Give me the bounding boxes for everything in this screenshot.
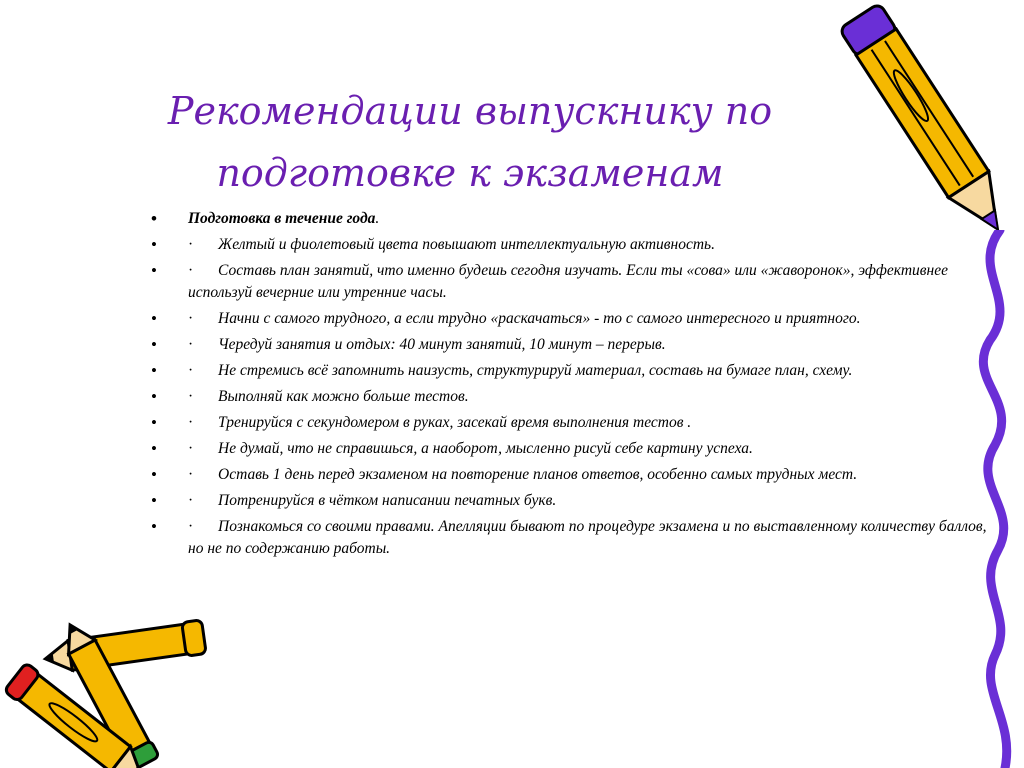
list-item-text: Выполняй как можно больше тестов. (218, 388, 469, 405)
bullet-icon: • (151, 413, 157, 432)
list-item-text: Начни с самого трудного, а если трудно «раскачаться» - то с самого интересного и приятного. (218, 310, 861, 327)
list-item-text: Не думай, что не справишься, а наоборот, мысленно рисуй себе картину успеха. (218, 440, 753, 457)
list-item (148, 412, 988, 434)
list-item-marker: · (188, 466, 194, 483)
bullet-icon: • (151, 335, 157, 354)
list-item (148, 234, 988, 256)
list-item-marker: · (188, 440, 194, 457)
bullet-icon: • (151, 309, 157, 328)
list-item (148, 360, 988, 382)
pencils-icon (0, 600, 210, 768)
list-item (148, 464, 988, 486)
list-item-text: Тренируйся с секундомером в руках, засекай время выполнения тестов . (218, 414, 692, 431)
bullet-icon: • (151, 439, 157, 458)
list-item-tail: . (375, 210, 380, 227)
list-item-text: Составь план занятий, что именно будешь сегодня изучать. Если ты «сова» или «жаворонок», эффективнее используй вечерние или утренние часы. (188, 262, 948, 301)
list-item-marker: · (188, 262, 194, 279)
bullet-icon: • (151, 465, 157, 484)
recommendations-list (148, 208, 988, 564)
list-item-marker: · (188, 388, 194, 405)
list-item-text: Чередуй занятия и отдых: 40 минут занятий, 10 минут – перерыв. (218, 336, 666, 353)
list-item-text: Желтый и фиолетовый цвета повышают интеллектуальную активность. (218, 236, 715, 253)
bullet-icon: • (151, 361, 157, 380)
list-item-marker: · (188, 362, 194, 379)
list-item-marker: · (188, 518, 194, 535)
title-line-1: Рекомендации выпускнику по (167, 89, 773, 133)
bullet-icon: • (151, 491, 157, 510)
list-item (148, 490, 988, 512)
page-title (150, 80, 790, 204)
bullet-icon: • (151, 261, 157, 280)
list-item (148, 334, 988, 356)
list-item (148, 516, 988, 560)
list-item-text: Потренируйся в чётком написании печатных букв. (218, 492, 557, 509)
list-item (148, 208, 988, 230)
list-item-text: Познакомься со своими правами. Апелляции бывают по процедуре экзамена и по выставленному количеству баллов, но не по содержанию работы. (188, 518, 987, 557)
bullet-icon: • (151, 387, 157, 406)
list-item-marker: · (188, 310, 194, 327)
bullet-icon: • (151, 517, 157, 536)
list-item (148, 438, 988, 460)
bullet-icon: • (151, 209, 157, 228)
list-item-marker: · (188, 414, 194, 431)
list-item-marker: · (188, 236, 194, 253)
list-item (148, 386, 988, 408)
list-item-lead: Подготовка в течение года (188, 210, 376, 227)
title-line-2: подготовке к экзаменам (216, 151, 724, 195)
list-item-marker: · (188, 336, 194, 353)
list-item-text: Оставь 1 день перед экзаменом на повторение планов ответов, особенно самых трудных мест. (218, 466, 858, 483)
list-item-text: Не стремись всё запомнить наизусть, структурируй материал, составь на бумаге план, схему. (218, 362, 853, 379)
list-item (148, 308, 988, 330)
bullet-icon: • (151, 235, 157, 254)
list-item (148, 260, 988, 304)
list-item-marker: · (188, 492, 194, 509)
